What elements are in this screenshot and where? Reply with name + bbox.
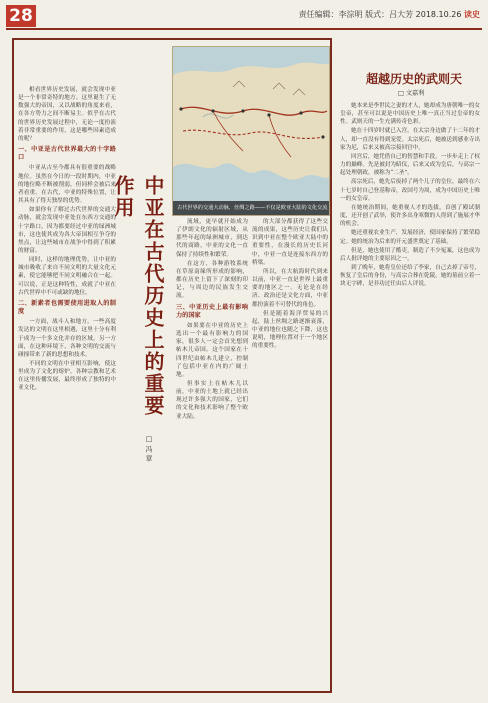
paragraph: 同时，这样的地理优势，让中亚的城市吸收了来自不同文明的大量文化元素，使它能够把不同文明融合在一起。可以说，正是这种特性，成就了中亚在古代世界中不可或缺的地位。 (18, 257, 116, 296)
article-title: 中亚在古代历史上的重要作用 (111, 175, 165, 417)
article-author: □ 冯 章 (145, 435, 153, 462)
article-column-2 (176, 218, 248, 688)
paragraph: 但是，她也使用了酷吏，制造了不少冤案，这也成为后人批评她的主要原因之一。 (340, 247, 480, 262)
paragraph: 她本来是李世民之妻的才人，她却成为唐朝唯一的女皇帝，甚至可以说是中国历史上唯一真正当过皇帝的女性。武则天的一生充满传奇色彩。 (340, 103, 480, 126)
paragraph: 到了晚年，她将皇位还给了李家，自己去掉了帝号，恢复了皇后的身份，与高宗合葬在乾陵。她的墓前立着一块无字碑，是非功过任由后人评说。 (340, 264, 480, 288)
header-meta (299, 9, 480, 20)
paragraph: 她在十四岁时就已入宫，在太宗身边做了十二年的才人，却一直没有得到宠爱。太宗死后，她被送到感业寺出家为尼，后来又被高宗接回宫中。 (340, 128, 480, 151)
paragraph: 如果你有了解过古代世界的交通大动脉，就会发现中亚处在东西方交通的十字路口。因为都要经过中亚的绿洲城市，这也使其成为各大帝国相互争夺的焦点，让这些城市在战争中得到了积累的财富。 (18, 207, 116, 254)
paragraph: 在这方，各种游牧系统在草原南缘所形成的影响，都在历史上留下了深刻的印记，与周边的民族发生交流。 (176, 260, 248, 300)
page-number: 28 (6, 5, 36, 27)
section-heading: 二、新素者也需要使用进取人的制度 (18, 299, 116, 316)
paragraph: 但是随着海洋贸易的兴起，陆上丝绸之路逐渐衰落，中亚的地位也随之下降，这也说明，地理位置对于一个地区的重要性。 (252, 310, 328, 350)
map-caption: 古代世界的交通大动脉，丝绸之路——不仅是欧亚大陆的文化交流之路 (173, 201, 329, 215)
sidebar-article-body (340, 102, 480, 692)
page-header (0, 0, 488, 30)
paragraph: 回宫后，她凭借自己的智慧和手段，一步步走上了权力的巅峰。先是被封为昭仪，后来又成为皇后，与高宗一起处理朝政，被称为“二圣”。 (340, 153, 480, 177)
section-heading: 一、中亚是古代世界最大的十字路口 (18, 146, 116, 162)
article-column-1 (18, 86, 116, 688)
paragraph: 在她统治期间，她重视人才的选拔，首创了殿试制度，还开创了武举，使许多出身寒微的人得到了施展才华的机会。 (340, 204, 480, 228)
paragraph: 中亚从古至今都具有很重要的战略地位。虽然在今日的一段时期内，中亚的地位略不断被削弱，但同样会被后来者看重。在古代，中亚的特殊位置，让其具有了得天独厚的优势。 (18, 165, 116, 205)
paragraph: 的大部分都获得了这些交流的成果，这些历史让我们认识到中亚在整个欧亚大陆中的重要性，在漫长的历史长河中，中亚一直是连接东西方的桥梁。 (252, 219, 328, 266)
paragraph: 一方面，战斗人和地方，一些高度发达的文明在这里相遇，这里十分有利于成为一个多文化并存的区域。另一方面，在这种环境下，各种文明的交流与碰撞带来了新的思想和技术。 (18, 319, 116, 358)
header-editor-info: 责任编辑：李淙明 版式：吕大芳 2018.10.26 (298, 10, 462, 19)
paragraph: 她还重视农业生产，发展经济，使国家保持了繁荣稳定。她的统治为后来的开元盛世奠定了基础。 (340, 230, 480, 245)
paragraph: 但事实上在帖木儿以前，中亚的土地上就已经出现过许多强大的国家，它们的文化和技术影响了整个欧亚大陆。 (176, 380, 248, 420)
article-column-3 (252, 218, 328, 688)
paragraph: 流域，更早就开始成为了伊朗文化的辐射区域，从那些年起的绿洲城市，到达代的商路，中亚的文化一直保持了持续性和繁荣。 (176, 219, 248, 258)
sidebar-article-title: 超越历史的武则天 (366, 72, 463, 86)
sidebar-article-author: □ 文嘉利 (398, 90, 425, 97)
header-rule (6, 28, 482, 30)
paragraph: 高宗死后，她先后废掉了两个儿子的皇位，最终在六十七岁时自己登基称帝，改国号为周，成为中国历史上唯一的女皇帝。 (340, 179, 480, 202)
paragraph: 不同的文明在中亚相互影响，使这里成为了文化的熔炉，各种宗教和艺术在这里传播发展，最终形成了独特的中亚文化。 (18, 361, 116, 392)
section-label: 读史 (464, 10, 480, 19)
map-graphic (173, 47, 329, 215)
paragraph: 相看世界历史发展，就会发现中亚是一个非常奇特的地方。这里诞生了无数强大的帝国，又以战略的角度来看，在各方势力之间不断易主。似乎在古代的世界历史发展过程中，无论一度扮演着非常重要的作用，这是哪些因素造成的呢？ (18, 87, 116, 142)
paragraph: 所以，在大航海时代到来以前，中亚一直是世界上最重要的地区之一。无论是在经济、政治还是文化方面，中亚都扮演着不可替代的角色。 (252, 268, 328, 308)
silk-road-map (172, 46, 330, 225)
paragraph: 如果要在中亚的历史上选出一个最有影响力的国家，很多人一定会首先想到帖木儿帝国。这个国家在十四世纪由帖木儿建立，控制了包括中亚在内的广阔土地。 (176, 322, 248, 378)
section-heading: 三、中亚历史上最有影响力的国家 (176, 303, 248, 319)
